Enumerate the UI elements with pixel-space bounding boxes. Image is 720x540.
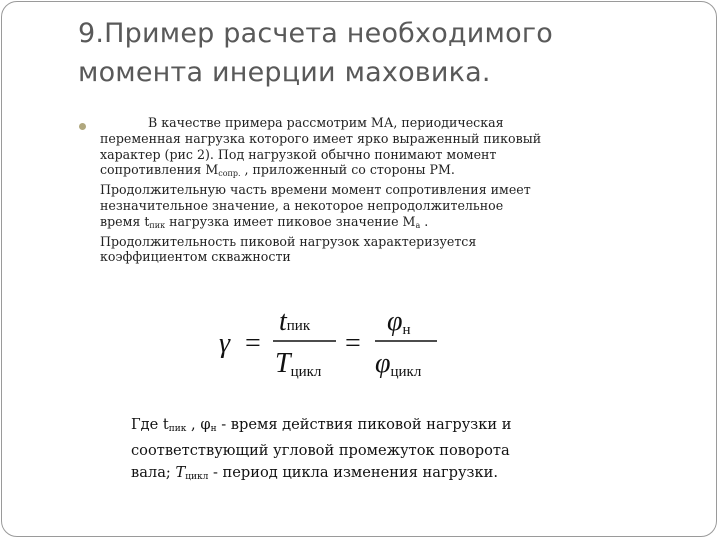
body-paragraph: [100, 115, 600, 265]
where-line: [131, 462, 551, 488]
text-run: T: [175, 464, 186, 481]
formula-equals-2: =: [345, 328, 361, 359]
paragraph-line: Продолжительную часть времени момент сопротивления имеет: [100, 182, 531, 198]
formula-num2: φн: [387, 306, 411, 338]
where-explanation: [131, 414, 551, 488]
formula-den1: Tцикл: [275, 348, 322, 380]
subscript: сопр.: [218, 169, 241, 179]
formula: [215, 300, 455, 385]
subscript: н: [210, 424, 217, 434]
title-line-1: 9.Пример расчета необходимого: [78, 18, 553, 49]
where-line: соответствующий угловой промежуток поворота: [131, 442, 510, 459]
paragraph-line: [100, 162, 600, 182]
paragraph-line: переменная нагрузка которого имеет ярко выраженный пиковый: [100, 130, 542, 146]
formula-num1: tпик: [279, 306, 311, 337]
formula-den2: φцикл: [375, 348, 422, 380]
formula-equals-1: =: [245, 328, 261, 359]
paragraph-line: [100, 115, 600, 131]
paragraph-line: коэффициентом скважности: [100, 249, 291, 265]
subscript: цикл: [185, 472, 209, 482]
text-run: время t: [100, 213, 150, 229]
text-run: сопротивления М: [100, 162, 219, 178]
text-run: В качестве примера рассмотрим МА, периодическая: [148, 115, 504, 130]
text-run: - время действия пиковой нагрузки и: [216, 416, 512, 433]
subscript: пик: [149, 220, 166, 230]
text-run: , приложенный со стороны РМ.: [240, 162, 455, 178]
where-line: [131, 414, 551, 440]
formula-gamma: γ: [219, 328, 231, 359]
text-run: - период цикла изменения нагрузки.: [208, 464, 499, 481]
text-run: .: [420, 213, 429, 229]
text-run: вала;: [131, 464, 176, 481]
text-run: нагрузка имеет пиковое значение М: [165, 213, 416, 229]
paragraph-line: Продолжительность пиковой нагрузок характеризуется: [100, 233, 477, 249]
bullet-dot-icon: [79, 123, 86, 130]
text-run: Где t: [131, 416, 169, 433]
paragraph-line: незначительное значение, а некоторое непродолжительное: [100, 197, 504, 213]
subscript: а: [415, 220, 421, 230]
subscript: пик: [168, 424, 187, 434]
paragraph-line: характер (рис 2). Под нагрузкой обычно понимают момент: [100, 146, 497, 162]
slide-title: [78, 14, 678, 92]
text-run: , φ: [186, 416, 211, 433]
paragraph-line: [100, 214, 600, 234]
title-line-2: момента инерции маховика.: [78, 57, 491, 88]
